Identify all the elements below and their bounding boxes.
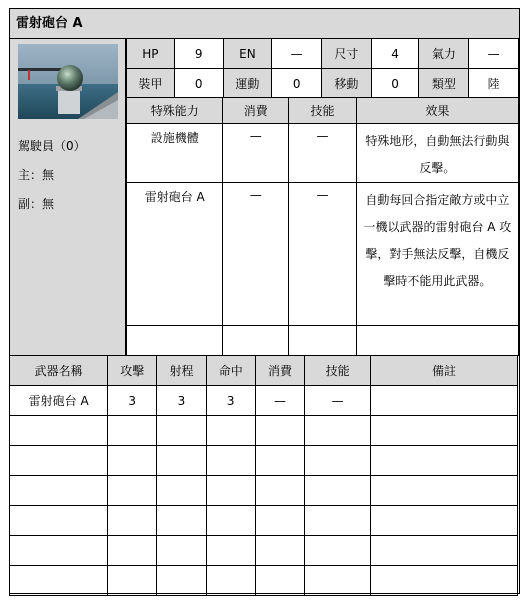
weapon-row-empty xyxy=(10,416,518,446)
stat-value-type: 陸 xyxy=(469,69,519,99)
weapon-accuracy: 3 xyxy=(206,386,255,416)
stat-value-morale: — xyxy=(469,39,519,69)
unit-sheet xyxy=(9,8,520,594)
stat-label-size: 尺寸 xyxy=(322,39,372,69)
pilot-header: 駕駛員（0） xyxy=(18,139,86,153)
unit-image xyxy=(18,44,118,119)
ability-cost: — xyxy=(223,124,289,183)
abilities-header: 特殊能力 xyxy=(127,98,223,124)
stat-value-en: — xyxy=(272,39,322,69)
ability-row xyxy=(127,124,519,183)
sub-pilot: 副：無 xyxy=(18,197,55,211)
weapon-row-empty xyxy=(10,476,518,506)
ability-cost: — xyxy=(223,183,289,326)
abilities-header: 消費 xyxy=(223,98,289,124)
abilities-header: 技能 xyxy=(289,98,357,124)
stat-label-type: 類型 xyxy=(419,69,469,99)
weapon-range: 3 xyxy=(157,386,207,416)
stat-label-hp: HP xyxy=(127,39,175,69)
weapons-header: 武器名稱 xyxy=(10,356,108,386)
weapon-skill: — xyxy=(305,386,371,416)
ability-effect: 特殊地形，自動無法行動與反擊。 xyxy=(356,124,518,183)
ability-name: 設施機體 xyxy=(127,124,223,183)
weapons-header: 技能 xyxy=(305,356,371,386)
unit-section xyxy=(10,39,519,356)
weapon-cost: — xyxy=(255,386,305,416)
stat-label-move: 移動 xyxy=(322,69,372,99)
stat-value-size: 4 xyxy=(371,39,419,69)
weapon-row-empty xyxy=(10,536,518,566)
ability-effect: 自動每回合指定敵方或中立一機以武器的雷射砲台 A 攻擊，對手無法反擊，自機反擊時不能用此武器。 xyxy=(356,183,518,326)
pilot-panel xyxy=(10,39,126,355)
ability-skill: — xyxy=(289,183,357,326)
weapons-header: 消費 xyxy=(255,356,305,386)
stat-value-move: 0 xyxy=(371,69,419,99)
stats-table xyxy=(126,38,519,99)
ability-skill: — xyxy=(289,124,357,183)
weapons-header-row xyxy=(10,356,518,386)
weapons-header: 備註 xyxy=(370,356,517,386)
stat-value-hp: 9 xyxy=(174,39,223,69)
unit-title: 雷射砲台 A xyxy=(10,9,519,39)
weapons-header: 命中 xyxy=(206,356,255,386)
ability-name: 雷射砲台 A xyxy=(127,183,223,326)
abilities-header-row xyxy=(127,98,519,124)
weapon-row-empty xyxy=(10,506,518,536)
stat-label-morale: 氣力 xyxy=(419,39,469,69)
weapon-name: 雷射砲台 A xyxy=(10,386,108,416)
weapon-row xyxy=(10,386,518,416)
ability-row xyxy=(127,183,519,326)
main-pilot: 主：無 xyxy=(18,168,55,182)
stat-label-en: EN xyxy=(223,39,272,69)
weapon-row-empty xyxy=(10,446,518,476)
stat-label-armor: 裝甲 xyxy=(127,69,175,99)
stat-value-mobility: 0 xyxy=(272,69,322,99)
weapon-row-empty xyxy=(10,566,518,596)
stat-value-armor: 0 xyxy=(174,69,223,99)
abilities-table xyxy=(126,97,519,356)
abilities-header: 效果 xyxy=(356,98,518,124)
stats-row xyxy=(127,69,519,99)
stat-label-mobility: 運動 xyxy=(223,69,272,99)
weapon-attack: 3 xyxy=(108,386,157,416)
stats-row xyxy=(127,39,519,69)
ability-row-empty xyxy=(127,326,519,356)
weapons-table xyxy=(9,355,518,596)
weapons-header: 攻擊 xyxy=(108,356,157,386)
weapons-header: 射程 xyxy=(157,356,207,386)
weapon-notes xyxy=(370,386,517,416)
